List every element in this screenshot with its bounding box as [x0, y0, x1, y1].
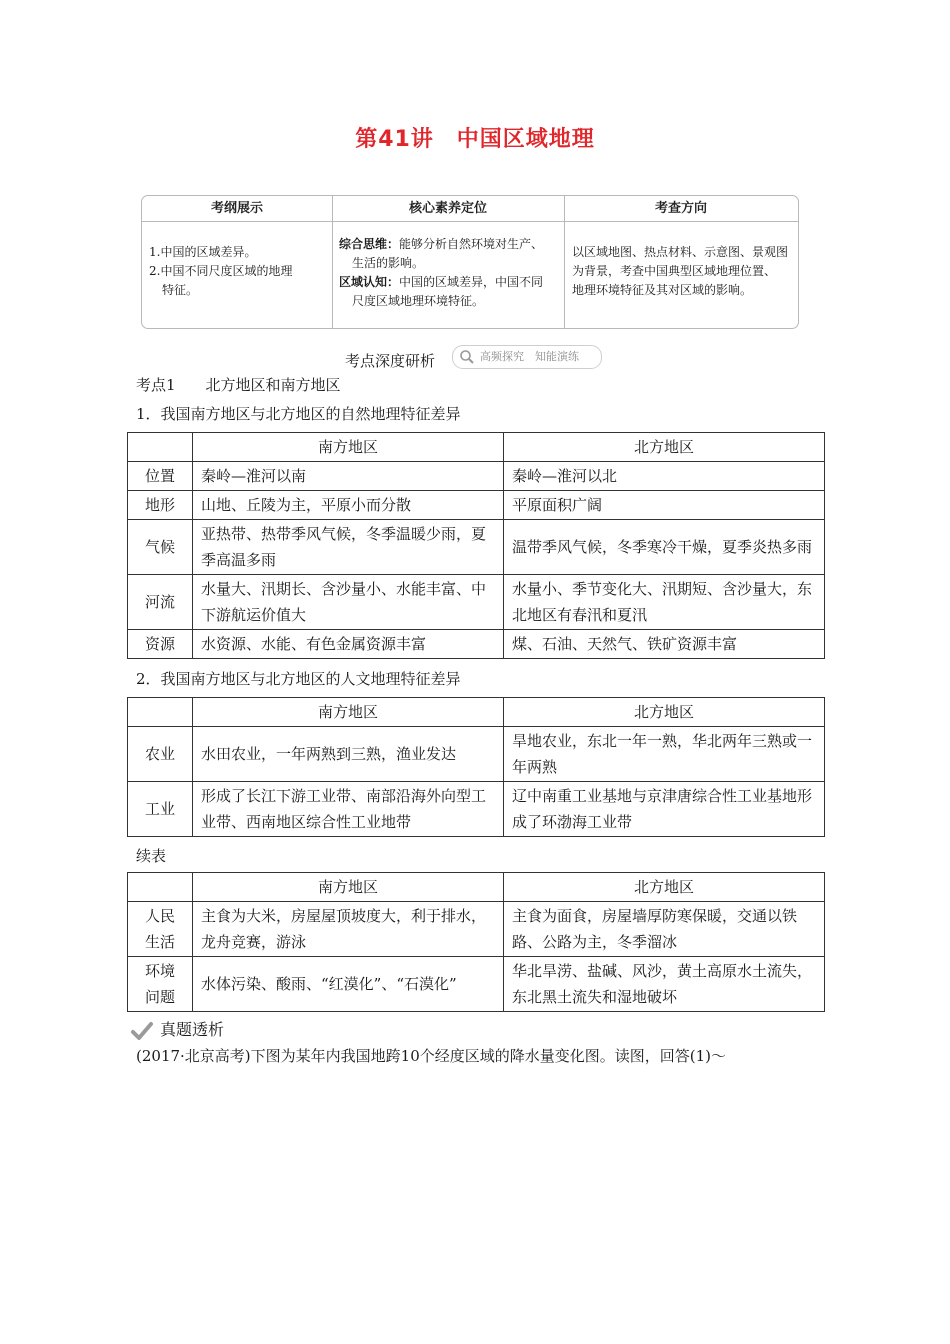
north-cell: 秦岭—淮河以北 [504, 462, 825, 491]
heading-natural: 1．我国南方地区与北方地区的自然地理特征差异 [136, 405, 461, 423]
direction-line: 为背景，考查中国典型区域地理位置、 [572, 264, 777, 278]
syllabus-line: 1.中国的区域差异。 [149, 245, 257, 259]
magnifier-icon [459, 349, 475, 365]
row-label: 人民生活 [128, 902, 193, 957]
section-pill [452, 345, 602, 369]
table-header-row [128, 698, 825, 727]
pill-label: 高频探究 知能演练 [480, 350, 579, 363]
header-north: 北方地区 [504, 873, 825, 902]
human-diff-table-continued [127, 872, 825, 1012]
south-cell: 水资源、水能、有色金属资源丰富 [193, 630, 504, 659]
row-label: 气候 [128, 520, 193, 575]
direction-cell [572, 244, 794, 301]
south-cell: 形成了长江下游工业带、南部沿海外向型工业带、西南地区综合性工业地带 [193, 782, 504, 837]
literacy-label: 综合思维： [339, 237, 400, 251]
header-north: 北方地区 [504, 433, 825, 462]
south-cell: 亚热带、热带季风气候，冬季温暖少雨，夏季高温多雨 [193, 520, 504, 575]
south-cell: 水田农业，一年两熟到三熟，渔业发达 [193, 727, 504, 782]
header-south: 南方地区 [193, 433, 504, 462]
table-row [128, 630, 825, 659]
syllabus-cell [149, 244, 329, 301]
row-label: 环境问题 [128, 957, 193, 1012]
table-row [128, 902, 825, 957]
direction-line: 以区域地图、热点材料、示意图、景观图 [572, 245, 789, 259]
north-cell: 温带季风气候，冬季寒冷干燥，夏季炎热多雨 [504, 520, 825, 575]
literacy-text: 能够分析自然环境对生产、 [399, 237, 544, 251]
table-row [128, 782, 825, 837]
table-row [128, 520, 825, 575]
row-label: 地形 [128, 491, 193, 520]
row-label: 工业 [128, 782, 193, 837]
natural-diff-table [127, 432, 825, 659]
page-title: 第41讲 中国区域地理 [355, 127, 595, 152]
section-title: 考点深度研析 [345, 352, 436, 370]
north-cell: 主食为面食，房屋墙厚防寒保暖，交通以铁路、公路为主，冬季溜冰 [504, 902, 825, 957]
row-label: 位置 [128, 462, 193, 491]
col-header-syllabus: 考纲展示 [210, 201, 263, 216]
literacy-label: 区域认知： [339, 275, 400, 289]
col-header-direction: 考查方向 [654, 201, 707, 216]
table-row [128, 491, 825, 520]
header-south: 南方地区 [193, 873, 504, 902]
table-row [128, 957, 825, 1012]
row-label: 资源 [128, 630, 193, 659]
table-row [128, 727, 825, 782]
heading-human: 2．我国南方地区与北方地区的人文地理特征差异 [136, 670, 461, 688]
north-cell: 水量小、季节变化大、汛期短、含沙量大，东北地区有春汛和夏汛 [504, 575, 825, 630]
syllabus-table [141, 195, 799, 329]
table-row [128, 575, 825, 630]
south-cell: 秦岭—淮河以南 [193, 462, 504, 491]
north-cell: 辽中南重工业基地与京津唐综合性工业基地形成了环渤海工业带 [504, 782, 825, 837]
continued-label: 续表 [136, 847, 167, 865]
south-cell: 山地、丘陵为主，平原小而分散 [193, 491, 504, 520]
north-cell: 华北旱涝、盐碱、风沙，黄土高原水土流失，东北黑土流失和湿地破坏 [504, 957, 825, 1012]
north-cell: 平原面积广阔 [504, 491, 825, 520]
north-cell: 旱地农业，东北一年一熟，华北两年三熟或一年两熟 [504, 727, 825, 782]
syllabus-line: 2.中国不同尺度区域的地理 [149, 264, 293, 278]
syllabus-line: 特征。 [162, 283, 199, 297]
kaodian-heading: 考点1 北方地区和南方地区 [136, 376, 341, 394]
zhenti-question: (2017·北京高考)下图为某年内我国地跨10个经度区域的降水量变化图。读图，回答(1)～ [136, 1047, 726, 1065]
literacy-text: 尺度区域地理环境特征。 [352, 294, 485, 308]
direction-line: 地理环境特征及其对区域的影响。 [572, 283, 753, 297]
col-header-literacy: 核心素养定位 [408, 201, 487, 216]
literacy-text: 生活的影响。 [352, 256, 425, 270]
south-cell: 主食为大米，房屋屋顶坡度大，利于排水，龙舟竞赛，游泳 [193, 902, 504, 957]
literacy-cell [339, 236, 563, 312]
table-header-row [128, 433, 825, 462]
row-label: 农业 [128, 727, 193, 782]
south-cell: 水体污染、酸雨、“红漠化”、“石漠化” [193, 957, 504, 1012]
row-label: 河流 [128, 575, 193, 630]
zhenti-title: 真题透析 [160, 1020, 225, 1039]
header-north: 北方地区 [504, 698, 825, 727]
human-diff-table [127, 697, 825, 837]
literacy-text: 中国的区域差异，中国不同 [399, 275, 544, 289]
checkmark-icon [131, 1020, 153, 1042]
table-row [128, 462, 825, 491]
table-header-row [128, 873, 825, 902]
south-cell: 水量大、汛期长、含沙量小、水能丰富、中下游航运价值大 [193, 575, 504, 630]
north-cell: 煤、石油、天然气、铁矿资源丰富 [504, 630, 825, 659]
header-south: 南方地区 [193, 698, 504, 727]
